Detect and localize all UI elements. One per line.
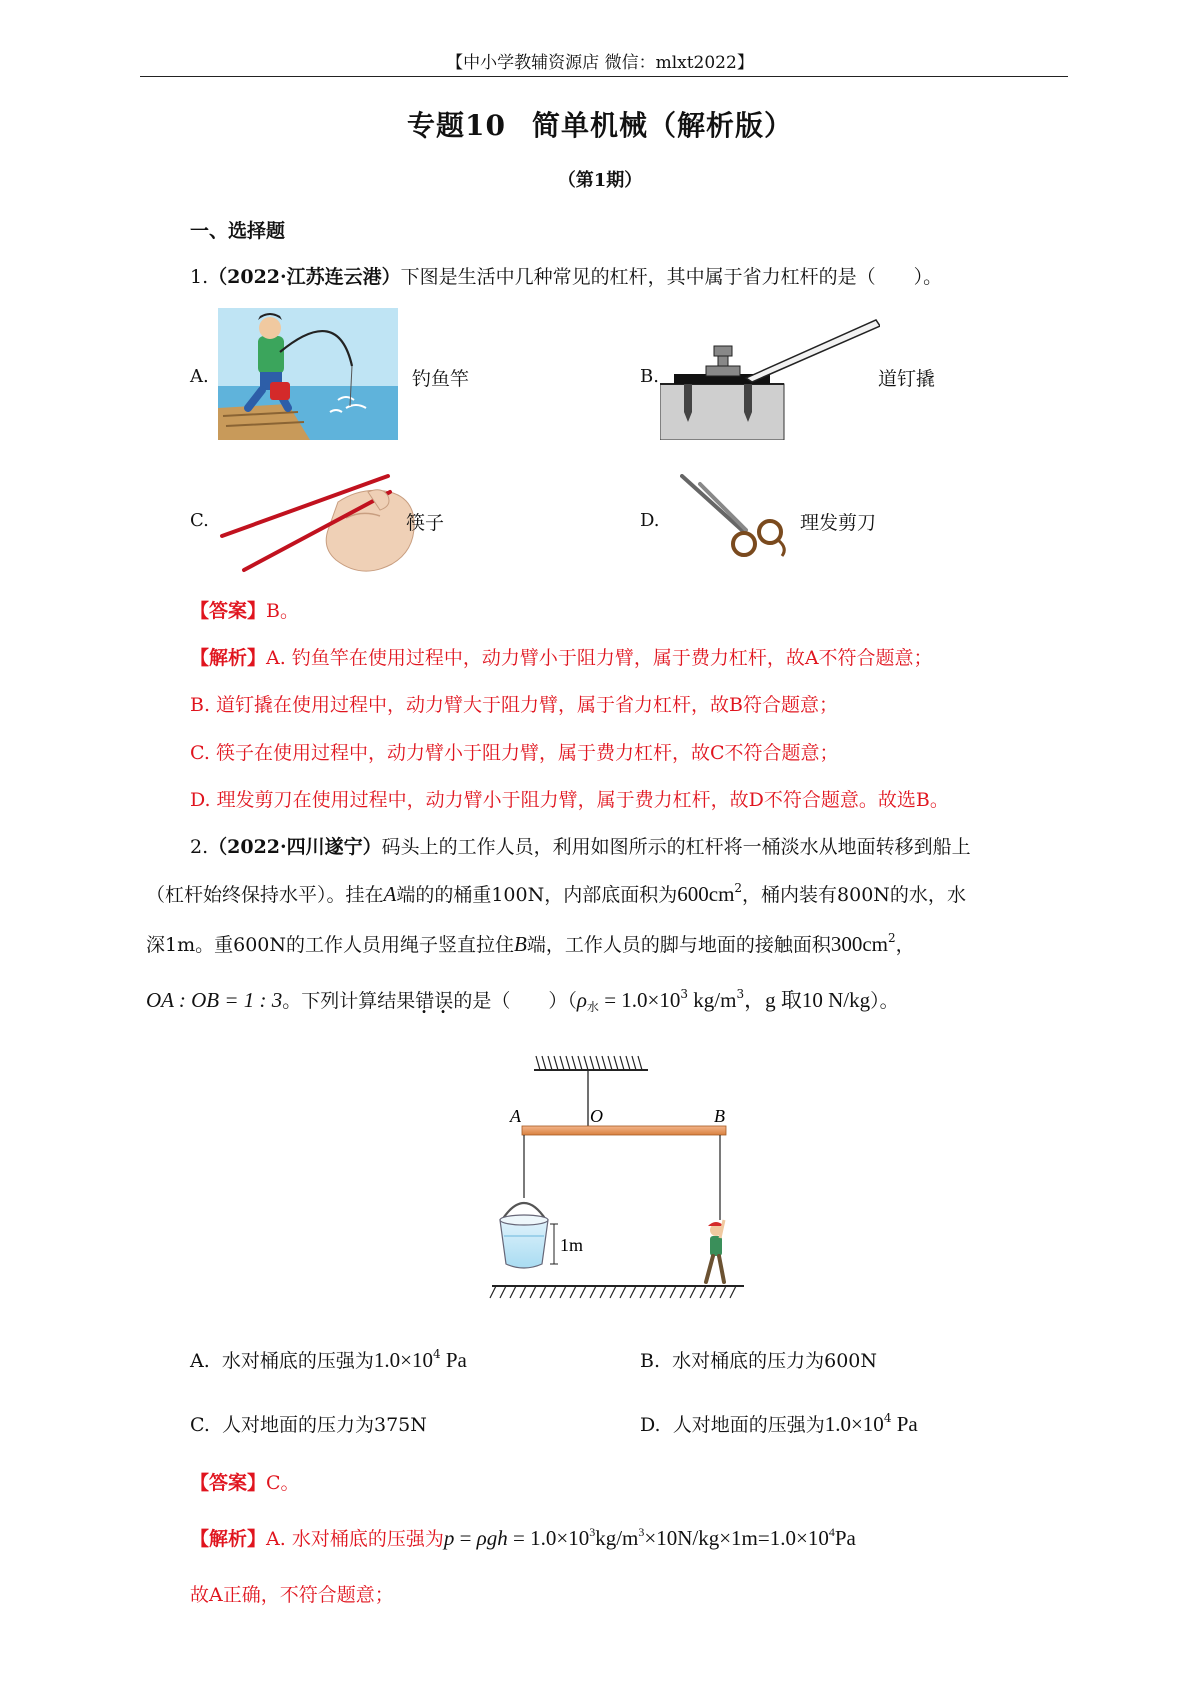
q2-ratio: OA : OB = 1 : 3	[146, 988, 283, 1012]
point-a-label: A	[510, 1106, 521, 1126]
q1-analysis-line-2: B. 道钉撬在使用过程中，动力臂大于阻力臂，属于省力杠杆，故B符合题意；	[190, 694, 839, 716]
q1-analysis-line-3: C. 筷子在使用过程中，动力臂小于阻力臂，属于费力杠杆，故C不符合题意；	[190, 742, 839, 764]
source-banner: 【中小学教辅资源店 微信：mlxt2022】	[446, 53, 754, 73]
issue-label: （第1期）	[557, 170, 643, 191]
q2-option-b: B. 水对桶底的压力为600N	[640, 1350, 877, 1372]
page-title	[0, 104, 1200, 144]
q1-option-b-letter: B.	[640, 366, 659, 387]
q2-option-d: D. 人对地面的压强为$1.0\times 10^4$ Pa	[640, 1411, 918, 1436]
point-o-label: O	[590, 1106, 603, 1126]
q1-option-c-text: 筷子	[406, 512, 445, 534]
q1-text: 下图是生活中几种常见的杠杆，其中属于省力杠杆的是（ ）。	[400, 266, 943, 288]
q2-stem-line-2: （杠杆始终保持水平）。挂在A端的的桶重100N，内部底面积为$600cm^2$，桶内装有800N的水，水	[146, 881, 966, 906]
q2-source: （2022·四川遂宁）	[208, 836, 382, 858]
lever-diagram	[488, 1052, 768, 1316]
pressure-formula: $p = \rho gh = 1.0\times 10^3kg/m^3\times 10N/kg\times 1m=1.0\times 10^4Pa$	[443, 1525, 856, 1550]
chopsticks-illustration	[218, 462, 418, 576]
q1-answer-tag: 【答案】	[190, 600, 267, 622]
q2-answer	[190, 1468, 300, 1495]
q2-stem-line-4: OA : OB = 1 : 3。下列计算结果错误的是（ ）（$\rho_水 = 1.0\times 10^3$ $kg/m^3$，g 取10 N/kg）。	[146, 987, 899, 1014]
spike-puller-illustration	[660, 318, 880, 440]
q1-answer-value: B。	[266, 600, 299, 622]
q2-analysis-tag: 【解析】	[190, 1528, 267, 1550]
q2-option-a: A. 水对桶底的压强为$1.0\times 10^4$ Pa	[190, 1347, 467, 1372]
q1-analysis-tag: 【解析】	[190, 647, 267, 669]
q1-option-c-letter: C.	[190, 510, 209, 531]
scissors-illustration	[680, 474, 794, 566]
q1-source: （2022·江苏连云港）	[208, 266, 401, 288]
q2-option-c: C. 人对地面的压力为375N	[190, 1414, 427, 1436]
q2-analysis-line-1: 【解析】A. 水对桶底的压强为$p = \rho gh = 1.0\times 10^3kg/m^3\times 10N/kg\times 1m=1.0\times 10^4Pa$	[190, 1525, 856, 1550]
q1-analysis-line-4: D. 理发剪刀在使用过程中，动力臂小于阻力臂，属于费力杠杆，故D不符合题意。故选B。	[190, 789, 949, 811]
q1-option-a-text: 钓鱼竿	[412, 368, 470, 390]
q1-option-b-text: 道钉撬	[878, 368, 936, 390]
q1-answer	[190, 596, 299, 623]
q1-analysis-line-1: 【解析】A. 钓鱼竿在使用过程中，动力臂小于阻力臂，属于费力杠杆，故A不符合题意；	[190, 647, 933, 669]
fishing-rod-illustration	[218, 308, 398, 440]
q2-stem-line-1: 2.（2022·四川遂宁）码头上的工作人员，利用如图所示的杠杆将一桶淡水从地面转移到船上	[190, 836, 971, 858]
q2-number: 2.	[190, 836, 209, 858]
q2-analysis-line-2: 故A正确，不符合题意；	[190, 1584, 394, 1606]
q1-option-d-letter: D.	[640, 510, 660, 531]
q2-answer-value: C。	[266, 1472, 300, 1494]
header-rule	[140, 76, 1068, 77]
q2-answer-tag: 【答案】	[190, 1472, 267, 1494]
q2-stem-line-3: 深1m。重600N的工作人员用绳子竖直拉住B端，工作人员的脚与地面的接触面积$300cm^2$，	[146, 931, 915, 956]
depth-label: 1m	[560, 1235, 584, 1255]
section-heading: 一、选择题	[190, 220, 286, 242]
title-text: 简单机械（解析版）	[531, 109, 793, 142]
q1-option-a-letter: A.	[190, 366, 209, 387]
q1-number: 1.	[190, 266, 209, 288]
q1-stem	[190, 262, 942, 289]
point-b-label: B	[714, 1106, 725, 1126]
title-number: 专题10	[407, 109, 506, 142]
q1-option-d-text: 理发剪刀	[800, 512, 877, 534]
